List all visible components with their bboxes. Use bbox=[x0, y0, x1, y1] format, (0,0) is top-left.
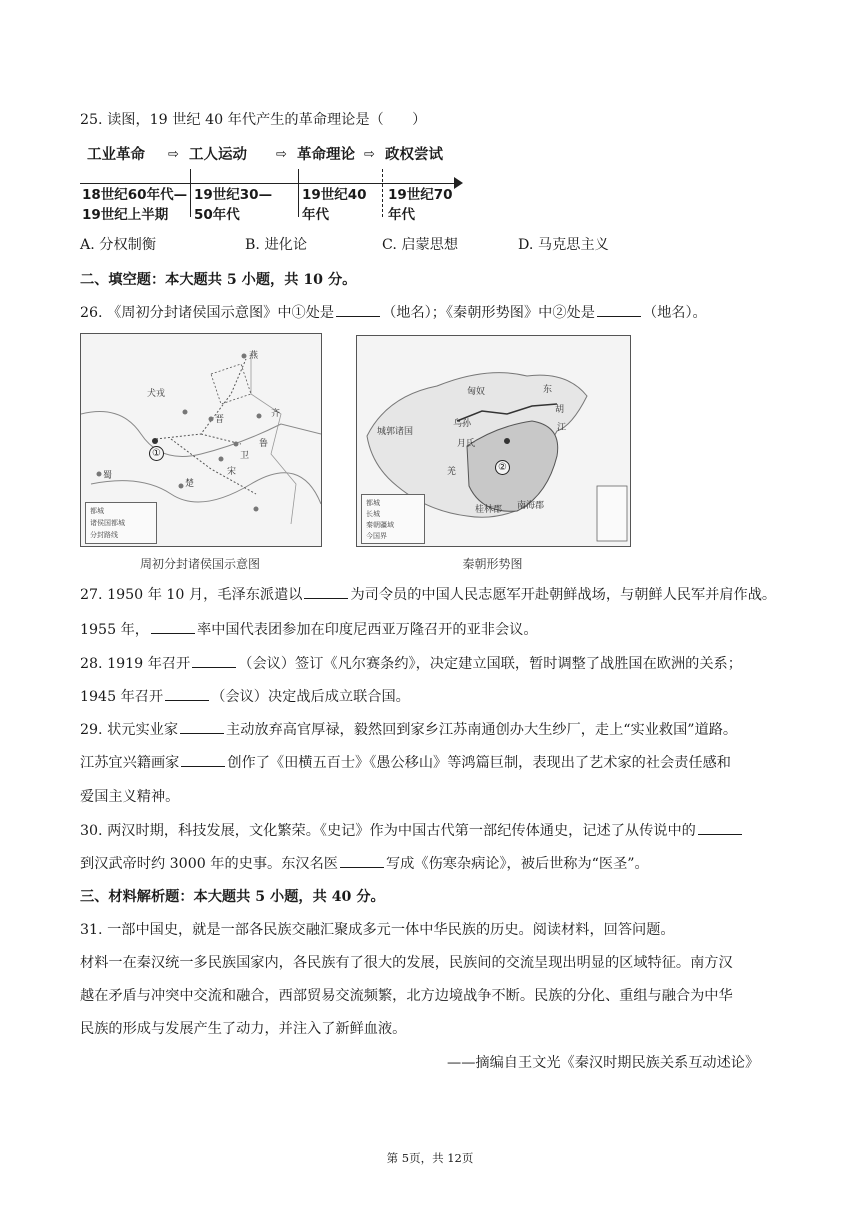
q25-stem: 25. 读图，19 世纪 40 年代产生的革命理论是（ ） bbox=[80, 112, 427, 128]
map1-label: 晋 bbox=[215, 415, 225, 425]
timeline-period-4-line2: 年代 bbox=[388, 207, 415, 223]
q28-line-1 bbox=[80, 653, 742, 675]
q29-line-2 bbox=[80, 752, 731, 774]
timeline-period-3-line2: 年代 bbox=[302, 207, 329, 223]
timeline-stage-4: 政权尝试 bbox=[385, 147, 443, 163]
map1-label: 宋 bbox=[227, 467, 237, 477]
map2-legend-item: 秦朝疆域 bbox=[366, 521, 394, 529]
timeline-period-4-line1: 19世纪70 bbox=[388, 187, 453, 203]
q28-text: 28. 1919 年召开 bbox=[80, 656, 191, 672]
q28-blank-2[interactable] bbox=[165, 686, 209, 701]
q25-option-a[interactable]: A. 分权制衡 bbox=[80, 237, 157, 253]
q27-blank-2[interactable] bbox=[151, 619, 195, 634]
q31-source: ——摘编自王文光《秦汉时期民族关系互动述论》 bbox=[447, 1055, 760, 1071]
map2-label: 乌孙 bbox=[453, 419, 472, 429]
q27-line-2 bbox=[80, 619, 538, 641]
q31-material-line-3: 民族的形成与发展产生了动力，并注入了新鲜血液。 bbox=[80, 1021, 407, 1037]
q26-stem bbox=[80, 302, 707, 324]
q27-line-1 bbox=[80, 584, 776, 606]
q30-text: 写成《伤寒杂病论》，被后世称为“医圣”。 bbox=[385, 856, 649, 872]
map2-label: 桂林郡 bbox=[475, 505, 503, 515]
q26-blank-2[interactable] bbox=[597, 302, 641, 317]
map2-legend-item: 都城 bbox=[366, 499, 380, 507]
q28-blank-1[interactable] bbox=[192, 653, 236, 668]
q26-blank-1[interactable] bbox=[336, 302, 380, 317]
section-2-heading: 二、填空题：本大题共 5 小题，共 10 分。 bbox=[80, 272, 357, 288]
map1-label: 楚 bbox=[185, 479, 195, 489]
q29-text: 江苏宜兴籍画家 bbox=[80, 755, 180, 771]
q29-blank-2[interactable] bbox=[181, 752, 225, 767]
timeline-figure bbox=[80, 143, 466, 227]
q30-blank-1[interactable] bbox=[698, 820, 742, 835]
q27-text: 27. 1950 年 10 月，毛泽东派遣以 bbox=[80, 587, 303, 603]
map2-label: 匈奴 bbox=[467, 387, 486, 397]
q30-blank-2[interactable] bbox=[340, 853, 384, 868]
map1-legend bbox=[85, 502, 157, 544]
q30-line-1 bbox=[80, 820, 744, 842]
q27-text: 1955 年， bbox=[80, 622, 149, 638]
q25-option-b[interactable]: B. 进化论 bbox=[245, 237, 308, 253]
q30-text: 30. 两汉时期，科技发展，文化繁荣。《史记》作为中国古代第一部纪传体通史，记述了从传说中的 bbox=[80, 823, 696, 839]
timeline-period-2-line2: 50年代 bbox=[194, 207, 240, 223]
timeline-period-1-line2: 19世纪上半期 bbox=[82, 207, 169, 223]
map1-label: 犬戎 bbox=[147, 389, 166, 399]
timeline-divider bbox=[190, 169, 191, 217]
q30-text: 到汉武帝时约 3000 年的史事。东汉名医 bbox=[80, 856, 338, 872]
map1-label: 齐 bbox=[271, 409, 281, 419]
q26-text-1: 26. 《周初分封诸侯国示意图》中①处是 bbox=[80, 305, 335, 321]
q25-option-c[interactable]: C. 启蒙思想 bbox=[382, 237, 459, 253]
map1-label: 燕 bbox=[249, 351, 259, 361]
map2-legend-item: 今国界 bbox=[366, 532, 387, 540]
map2-label: 月氏 bbox=[457, 439, 476, 449]
timeline-divider bbox=[382, 169, 383, 217]
page-number: 第 5页，共 12页 bbox=[386, 1151, 474, 1165]
q31-stem: 31. 一部中国史，就是一部各民族交融汇聚成多元一体中华民族的历史。阅读材料，回答问题。 bbox=[80, 922, 675, 938]
map1-legend-item: 诸侯国都城 bbox=[90, 519, 125, 527]
timeline-period-2-line1: 19世纪30— bbox=[194, 187, 273, 203]
timeline-period-2 bbox=[194, 185, 272, 225]
q29-text: 29. 状元实业家 bbox=[80, 722, 179, 738]
map2-label: 南海郡 bbox=[517, 501, 545, 511]
q29-text: 创作了《田横五百士》《愚公移山》等鸿篇巨制，表现出了艺术家的社会责任感和 bbox=[227, 755, 731, 771]
map2-label: 江 bbox=[557, 423, 567, 433]
map1-label: 鲁 bbox=[259, 439, 269, 449]
timeline-arrow-icon: ⇨ bbox=[168, 147, 179, 162]
map1-caption: 周初分封诸侯国示意图 bbox=[139, 557, 260, 571]
map2-marker-2: ② bbox=[495, 460, 510, 475]
timeline-period-4 bbox=[388, 185, 453, 225]
timeline-arrow-icon: ⇨ bbox=[276, 147, 287, 162]
map2-label: 胡 bbox=[555, 405, 565, 415]
timeline-axis-arrowhead bbox=[454, 177, 463, 189]
map1-legend-item: 都城 bbox=[90, 507, 104, 515]
map2-label: 城郭诸国 bbox=[377, 427, 414, 437]
q26-text-3: （地名）。 bbox=[642, 305, 707, 321]
timeline-period-1 bbox=[82, 185, 187, 225]
map1-marker-1: ① bbox=[149, 446, 164, 461]
timeline-divider bbox=[298, 169, 299, 217]
q26-text-2: （地名）；《秦朝形势图》中②处是 bbox=[382, 305, 595, 321]
section-3-heading: 三、材料解析题：本大题共 5 小题，共 40 分。 bbox=[80, 889, 385, 905]
q28-text: 1945 年召开 bbox=[80, 689, 164, 705]
q25-option-d[interactable]: D. 马克思主义 bbox=[518, 237, 609, 253]
map1-legend-item: 分封路线 bbox=[90, 531, 118, 539]
q27-text: 率中国代表团参加在印度尼西亚万隆召开的亚非会议。 bbox=[197, 622, 538, 638]
q27-blank-1[interactable] bbox=[304, 584, 348, 599]
map2-caption: 秦朝形势图 bbox=[462, 557, 523, 571]
q29-blank-1[interactable] bbox=[180, 719, 224, 734]
map2-label: 东 bbox=[543, 385, 553, 395]
q29-line-1 bbox=[80, 719, 737, 741]
map1-label: 蜀 bbox=[103, 471, 113, 481]
zhou-feudal-map bbox=[80, 333, 322, 547]
q28-text: （会议）签订《凡尔赛条约》，决定建立国联，暂时调整了战胜国在欧洲的关系； bbox=[238, 656, 742, 672]
map2-legend bbox=[361, 494, 425, 544]
timeline-arrow-icon: ⇨ bbox=[364, 147, 375, 162]
q29-text: 主动放弃高官厚禄，毅然回到家乡江苏南通创办大生纱厂，走上“实业救国”道路。 bbox=[226, 722, 738, 738]
q29-line-3: 爱国主义精神。 bbox=[80, 789, 180, 805]
timeline-stage-2: 工人运动 bbox=[189, 147, 247, 163]
q28-line-2 bbox=[80, 686, 410, 708]
q27-text: 为司令员的中国人民志愿军开赴朝鲜战场，与朝鲜人民军并肩作战。 bbox=[350, 587, 777, 603]
timeline-period-1-line1: 18世纪60年代— bbox=[82, 187, 188, 203]
timeline-axis bbox=[80, 183, 458, 184]
timeline-stage-3: 革命理论 bbox=[297, 147, 355, 163]
qin-dynasty-map bbox=[356, 335, 631, 547]
map2-label: 羌 bbox=[447, 467, 457, 477]
q30-line-2 bbox=[80, 853, 649, 875]
map2-legend-item: 长城 bbox=[366, 510, 380, 518]
q28-text: （会议）决定战后成立联合国。 bbox=[211, 689, 410, 705]
timeline-period-3-line1: 19世纪40 bbox=[302, 187, 367, 203]
q31-material-line-1: 材料一在秦汉统一多民族国家内，各民族有了很大的发展，民族间的交流呈现出明显的区域特征。南方汉 bbox=[80, 955, 733, 971]
timeline-stage-1: 工业革命 bbox=[87, 147, 145, 163]
q31-material-line-2: 越在矛盾与冲突中交流和融合，西部贸易交流频繁，北方边境战争不断。民族的分化、重组与融合为中华 bbox=[80, 988, 733, 1004]
timeline-period-3 bbox=[302, 185, 367, 225]
map1-label: 卫 bbox=[240, 451, 250, 461]
